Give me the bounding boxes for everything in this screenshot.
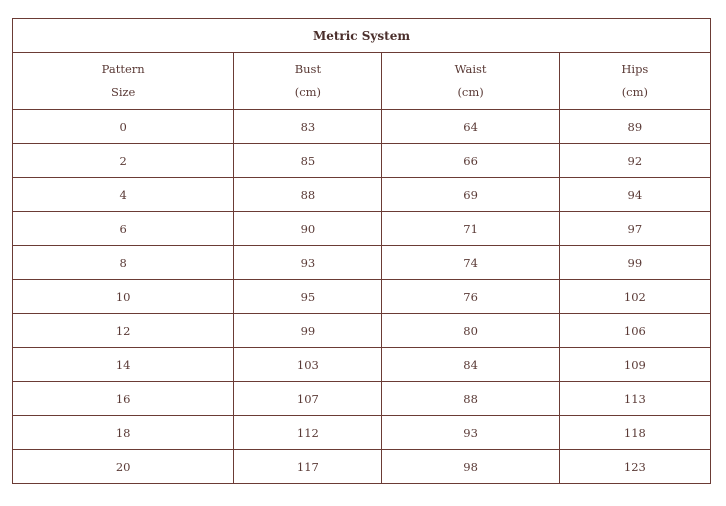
cell-hips: 89 [559,110,710,144]
cell-waist: 66 [382,144,559,178]
header-label: Bust [294,62,322,76]
cell-hips: 97 [559,212,710,246]
cell-waist: 76 [382,280,559,314]
metric-size-table [12,18,711,484]
cell-size: 18 [13,416,234,450]
header-label: Hips [621,62,649,76]
cell-bust: 85 [234,144,382,178]
cell-size: 8 [13,246,234,280]
cell-size: 14 [13,348,234,382]
cell-size: 4 [13,178,234,212]
header-hips [559,53,710,110]
cell-size: 2 [13,144,234,178]
cell-bust: 107 [234,382,382,416]
cell-hips: 102 [559,280,710,314]
header-bust [234,53,382,110]
cell-hips: 123 [559,450,710,484]
table-row [13,382,711,416]
cell-waist: 80 [382,314,559,348]
cell-bust: 83 [234,110,382,144]
cell-bust: 103 [234,348,382,382]
table-row [13,450,711,484]
header-label: Waist [454,62,487,76]
cell-size: 0 [13,110,234,144]
cell-bust: 99 [234,314,382,348]
cell-bust: 93 [234,246,382,280]
header-sublabel: Size [110,85,136,99]
table-header-row [13,53,711,110]
cell-hips: 99 [559,246,710,280]
table-title-row [13,19,711,53]
cell-waist: 93 [382,416,559,450]
table-row [13,144,711,178]
header-label: Pattern [101,62,145,76]
table-row [13,416,711,450]
cell-size: 6 [13,212,234,246]
table-row [13,246,711,280]
header-waist [382,53,559,110]
cell-waist: 74 [382,246,559,280]
cell-hips: 92 [559,144,710,178]
table-row [13,280,711,314]
table-row [13,348,711,382]
cell-hips: 113 [559,382,710,416]
cell-bust: 90 [234,212,382,246]
cell-hips: 109 [559,348,710,382]
cell-bust: 95 [234,280,382,314]
table-row [13,178,711,212]
cell-hips: 118 [559,416,710,450]
cell-waist: 88 [382,382,559,416]
cell-waist: 98 [382,450,559,484]
cell-bust: 117 [234,450,382,484]
table-body [13,110,711,484]
cell-size: 12 [13,314,234,348]
cell-size: 10 [13,280,234,314]
cell-bust: 112 [234,416,382,450]
cell-waist: 84 [382,348,559,382]
cell-hips: 106 [559,314,710,348]
header-pattern-size [13,53,234,110]
cell-hips: 94 [559,178,710,212]
table-row [13,110,711,144]
table-title: Metric System [13,19,711,53]
cell-waist: 69 [382,178,559,212]
cell-waist: 71 [382,212,559,246]
header-unit: (cm) [294,85,322,99]
table-row [13,212,711,246]
header-unit: (cm) [457,85,484,99]
header-unit: (cm) [621,85,649,99]
cell-waist: 64 [382,110,559,144]
cell-bust: 88 [234,178,382,212]
cell-size: 20 [13,450,234,484]
cell-size: 16 [13,382,234,416]
table-row [13,314,711,348]
